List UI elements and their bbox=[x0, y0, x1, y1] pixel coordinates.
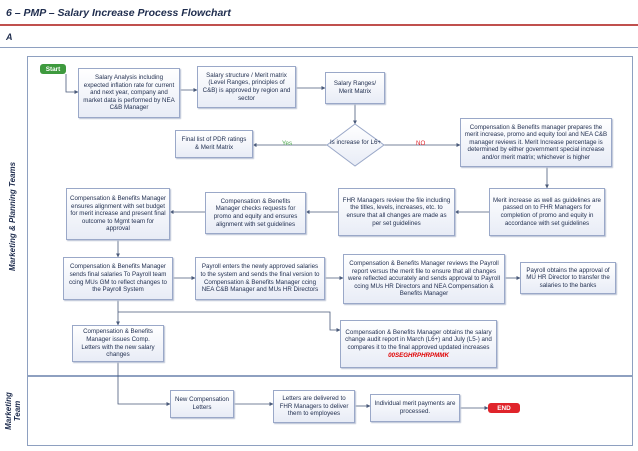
letters-delivered-box: Letters are delivered to FHR Managers to deliver them to employees bbox=[273, 390, 355, 423]
cb-reviews-payroll-box: Compensation & Benefits Manager reviews the Payroll report versus the merit file to ensure that all changes were reflected accurately and sends approval to Payroll ccing MUs HR Directors and NEA Compensation & Benefits Manager bbox=[343, 254, 505, 304]
decision-label: Is increase for L6+ bbox=[329, 139, 382, 146]
cb-audit-text: Compensation & Benefits Manager obtains the salary change audit report in March (L6+) and July (L5-) and compares it to the final approved updated increases bbox=[345, 328, 492, 351]
new-letters-doc: New Compensation Letters bbox=[170, 390, 234, 418]
end-node: END bbox=[488, 403, 520, 413]
cb-letters-box: Compensation & Benefits Manager issues Comp. Letters with the new salary changes bbox=[72, 325, 164, 362]
cb-prepares-box: Compensation & Benefits manager prepares the merit increase, promo and equity tool and NEA C&B manager reviews it. Merit Increase percentage is determined by either government special increase and/or merit matrix; whichever is higher bbox=[460, 118, 612, 167]
page-title: 6 – PMP – Salary Increase Process Flowchart bbox=[6, 7, 231, 19]
salary-structure-box: Salary structure / Merit matrix (Level Ranges, principles of C&B) is approved by region and sector bbox=[197, 66, 296, 108]
section-label: A bbox=[6, 32, 13, 42]
cb-alignment-box: Compensation & Benefits Manager ensures alignment with set budget for merit increase and present final outcome to Mgmt team for approval bbox=[66, 188, 170, 240]
no-label: NO bbox=[416, 140, 426, 147]
payroll-obtains-box: Payroll obtains the approval of MU HR Director to transfer the salaries to the banks bbox=[520, 262, 616, 294]
payments-box: Individual merit payments are processed. bbox=[370, 394, 460, 422]
cb-checks-box: Compensation & Benefits Manager checks requests for promo and equity and ensures alignment with set guidelines bbox=[205, 192, 306, 234]
yes-label: Yes bbox=[282, 140, 293, 147]
payroll-enters-box: Payroll enters the newly approved salaries to the system and sends the final version to Compensation & Benefits Manager ccing NEA C&B Manager and MUs HR Directors bbox=[195, 257, 325, 300]
arrow-start-analysis bbox=[66, 74, 78, 92]
arrow-letters-new bbox=[118, 362, 170, 404]
cb-audit-box bbox=[340, 320, 497, 368]
salary-analysis-box: Salary Analysis including expected inflation rate for current and next year, company and market data is performed by NEA C&B Manager bbox=[78, 68, 180, 118]
audit-code: 00SEGHRPHRPMMK bbox=[388, 351, 449, 359]
lane-label-marketing: Marketing Team bbox=[4, 392, 23, 430]
lane-label-planning: Marketing & Planning Teams bbox=[8, 161, 18, 271]
fhr-review-box: FHR Managers review the file including the titles, levels, increases, etc. to ensure that all changes are made as per set guidelines bbox=[338, 188, 455, 236]
cb-sends-box: Compensation & Benefits Manager sends final salaries To Payroll team ccing MUs GM to reflect changes to the Payroll System bbox=[63, 257, 173, 300]
final-list-doc: Final list of PDR ratings & Merit Matrix bbox=[175, 130, 253, 158]
start-node: Start bbox=[40, 64, 66, 74]
salary-ranges-doc: Salary Ranges/ Merit Matrix bbox=[325, 72, 385, 104]
merit-passed-box: Merit increase as well as guidelines are passed on to FHR Managers for completion of promo and equity in accordance with set guidelines bbox=[489, 188, 605, 236]
